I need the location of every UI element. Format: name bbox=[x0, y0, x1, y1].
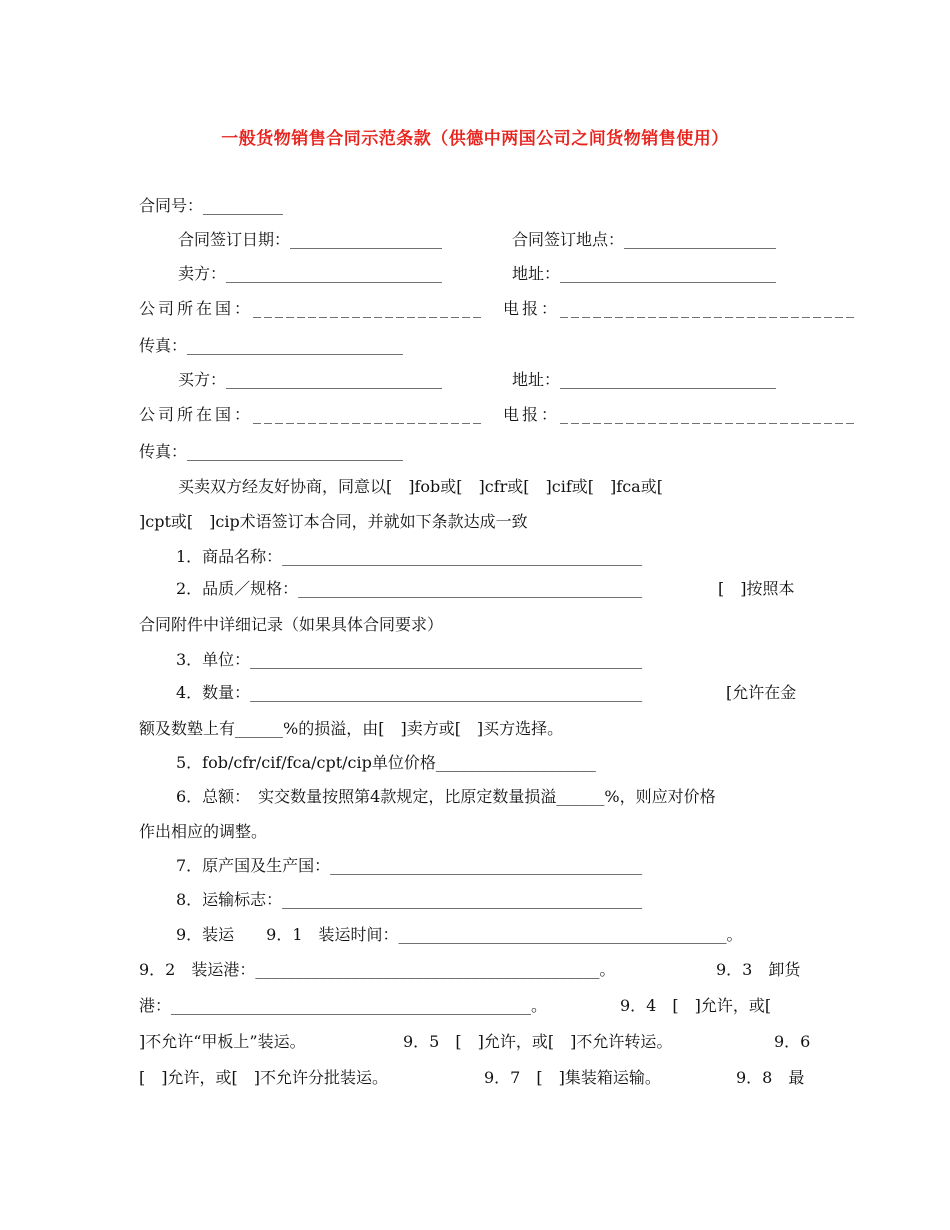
clause-2-annex-option: [ ]按照本 bbox=[718, 579, 795, 598]
clause-3-unit: 3．单位：_________________________________________________ bbox=[176, 650, 643, 669]
clause-9-shipment-time: 9．装运 9．1 装运时间：_________________________________________。 bbox=[176, 925, 743, 944]
clause-9-3-label: 9．3 卸货 bbox=[716, 960, 801, 979]
buyer-country-line: 公司所在国：_____________________ bbox=[139, 405, 485, 424]
clause-9-7-container: 9．7 [ ]集装箱运输。 bbox=[484, 1068, 661, 1087]
clause-9-5-transshipment: 9．5 [ ]允许，或[ ]不允许转运。 bbox=[403, 1032, 673, 1051]
clause-8-shipping-mark: 8．运输标志：_____________________________________________ bbox=[176, 890, 643, 909]
document-title: 一般货物销售合同示范条款（供德中两国公司之间货物销售使用） bbox=[221, 129, 729, 149]
clause-9-6-label: 9．6 bbox=[774, 1032, 811, 1051]
sign-date-line: 合同签订日期：___________________ bbox=[178, 230, 443, 249]
buyer-fax-line: 传真：___________________________ bbox=[139, 442, 404, 461]
clause-9-6-partial-shipment: [ ]允许，或[ ]不允许分批装运。 bbox=[139, 1068, 388, 1087]
clause-6-total-amount: 6．总额： 实交数量按照第4款规定，比原定数量损溢______%，则应对价格 bbox=[176, 787, 716, 806]
clause-9-8-start: 9．8 最 bbox=[736, 1068, 805, 1087]
buyer-address-line: 地址：___________________________ bbox=[512, 370, 777, 389]
agreement-paragraph-line-1: 买卖双方经友好协商，同意以[ ]fob或[ ]cfr或[ ]cif或[ ]fca或[ bbox=[178, 477, 663, 496]
clause-2-annex-note: 合同附件中详细记录（如果具体合同要求） bbox=[139, 615, 444, 634]
contract-number-line: 合同号：__________ bbox=[139, 196, 284, 215]
clause-6-adjustment-note: 作出相应的调整。 bbox=[139, 822, 268, 841]
clause-2-quality-spec: 2．品质／规格：___________________________________________ bbox=[176, 579, 643, 598]
clause-5-unit-price: 5．fob/cfr/cif/fca/cpt/cip单位价格____________________ bbox=[176, 753, 596, 772]
clause-7-origin: 7．原产国及生产国：_______________________________________ bbox=[176, 856, 643, 875]
buyer-line: 买方：___________________________ bbox=[178, 370, 443, 389]
clause-4-quantity: 4．数量：_________________________________________________ bbox=[176, 683, 643, 702]
clause-9-3-discharge-port: 港：_____________________________________________。 bbox=[139, 996, 548, 1015]
seller-country-line: 公司所在国：_____________________ bbox=[139, 299, 485, 318]
clause-4-tolerance-note: 额及数塾上有______%的损溢，由[ ]卖方或[ ]买方选择。 bbox=[139, 719, 564, 738]
seller-fax-line: 传真：___________________________ bbox=[139, 336, 404, 355]
clause-1-product-name: 1．商品名称：_____________________________________________ bbox=[176, 547, 643, 566]
seller-address-line: 地址：___________________________ bbox=[512, 264, 777, 283]
seller-telegram-line: 电报：___________________________ bbox=[503, 299, 858, 318]
agreement-paragraph-line-2: ]cpt或[ ]cip术语签订本合同，并就如下条款达成一致 bbox=[139, 512, 528, 531]
seller-line: 卖方：___________________________ bbox=[178, 264, 443, 283]
clause-9-4-deck-start: 9．4 [ ]允许，或[ bbox=[620, 996, 772, 1015]
clause-4-tolerance-start: [允许在金 bbox=[726, 683, 797, 702]
clause-9-2-loading-port: 9．2 装运港：___________________________________________。 bbox=[139, 960, 616, 979]
buyer-telegram-line: 电报：___________________________ bbox=[503, 405, 858, 424]
clause-9-4-deck-end: ]不允许“甲板上”装运。 bbox=[139, 1032, 306, 1051]
sign-place-line: 合同签订地点：___________________ bbox=[512, 230, 777, 249]
